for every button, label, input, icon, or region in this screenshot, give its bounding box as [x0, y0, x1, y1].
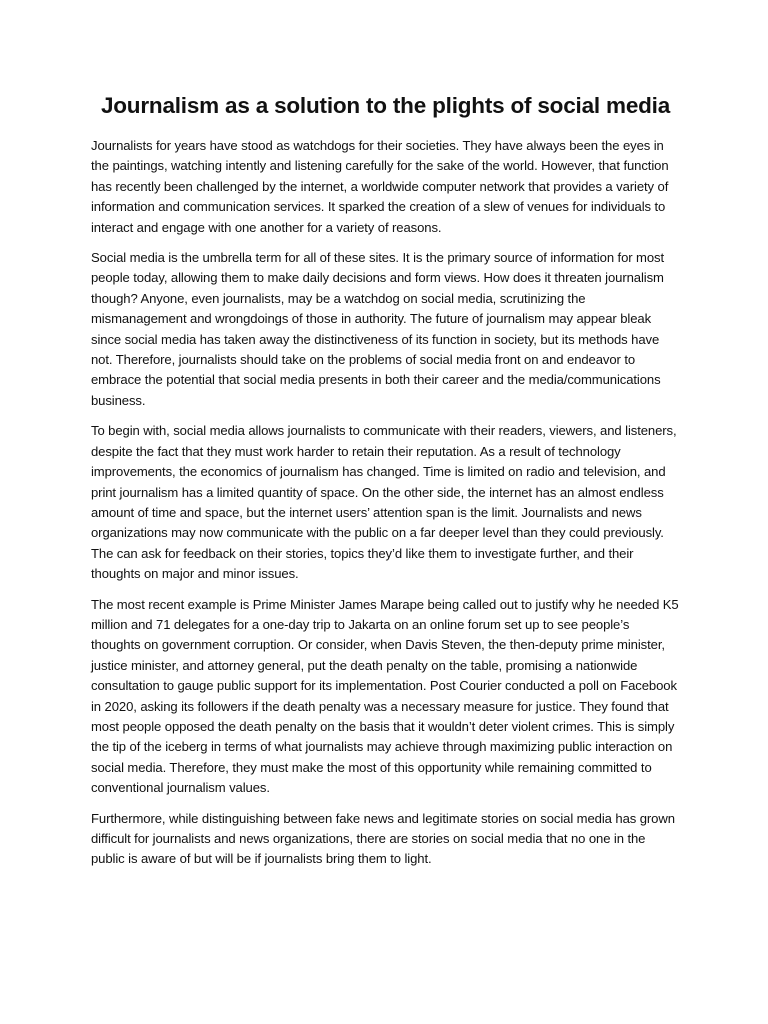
document-title: Journalism as a solution to the plights of social media	[100, 93, 671, 118]
paragraph-1: Journalists for years have stood as watchdogs for their societies. They have always been the eyes in the paintings, watching intently and listening carefully for the sake of the world. However, that function has recently been challenged by the internet, a worldwide computer network that provides a variety of information and communication services. It sparked the creation of a slew of venues for individuals to interact and engage with one another for a variety of reasons.	[91, 138, 669, 235]
paragraph-2: Social media is the umbrella term for all of these sites. It is the primary source of information for most people today, allowing them to make daily decisions and form views. How does it threaten journalism though? Anyone, even journalists, may be a watchdog on social media, scrutinizing the mismanagement and wrongdoings of those in authority. The future of journalism may appear bleak since social media has taken away the distinctiveness of its function in society, but its methods have not. Therefore, journalists should take on the problems of social media front on and endeavor to embrace the potential that social media presents in both their career and the media/communications business.	[91, 250, 665, 408]
paragraph-5: Furthermore, while distinguishing between fake news and legitimate stories on social media has grown difficult for journalists and news organizations, there are stories on social media that no one in the public is aware of but will be if journalists bring them to light.	[91, 810, 675, 867]
paragraph-3: To begin with, social media allows journalists to communicate with their readers, viewers, and listeners, despite the fact that they must work harder to retain their reputation. As a result of technology improvements, the economics of journalism has changed. Time is limited on radio and television, and print journalism has a limited quantity of space. On the other side, the internet has an almost endless amount of time and space, but the internet users’ attention span is the limit. Journalists and news organizations may now communicate with the public on a far deeper level than they could previously. The can ask for feedback on their stories, topics they’d like them to investigate further, and their thoughts on major and minor issues.	[91, 423, 677, 582]
paragraph-4: The most recent example is Prime Minister James Marape being called out to justify why he needed K5 million and 71 delegates for a one-day trip to Jakarta on an online forum set up to see people’s thoughts on government corruption. Or consider, when Davis Steven, the then-deputy prime minister, justice minister, and attorney general, put the death penalty on the table, promising a nationwide consultation to gauge public support for its implementation. Post Courier conducted a poll on Facebook in 2020, asking its followers if the death penalty was a necessary measure for justice. They found that most people opposed the death penalty on the basis that it wouldn’t deter violent crimes. This is simply the tip of the iceberg in terms of what journalists may achieve through maximizing public interaction on social media. Therefore, they must make the most of this opportunity while remaining committed to conventional journalism values.	[91, 596, 679, 796]
